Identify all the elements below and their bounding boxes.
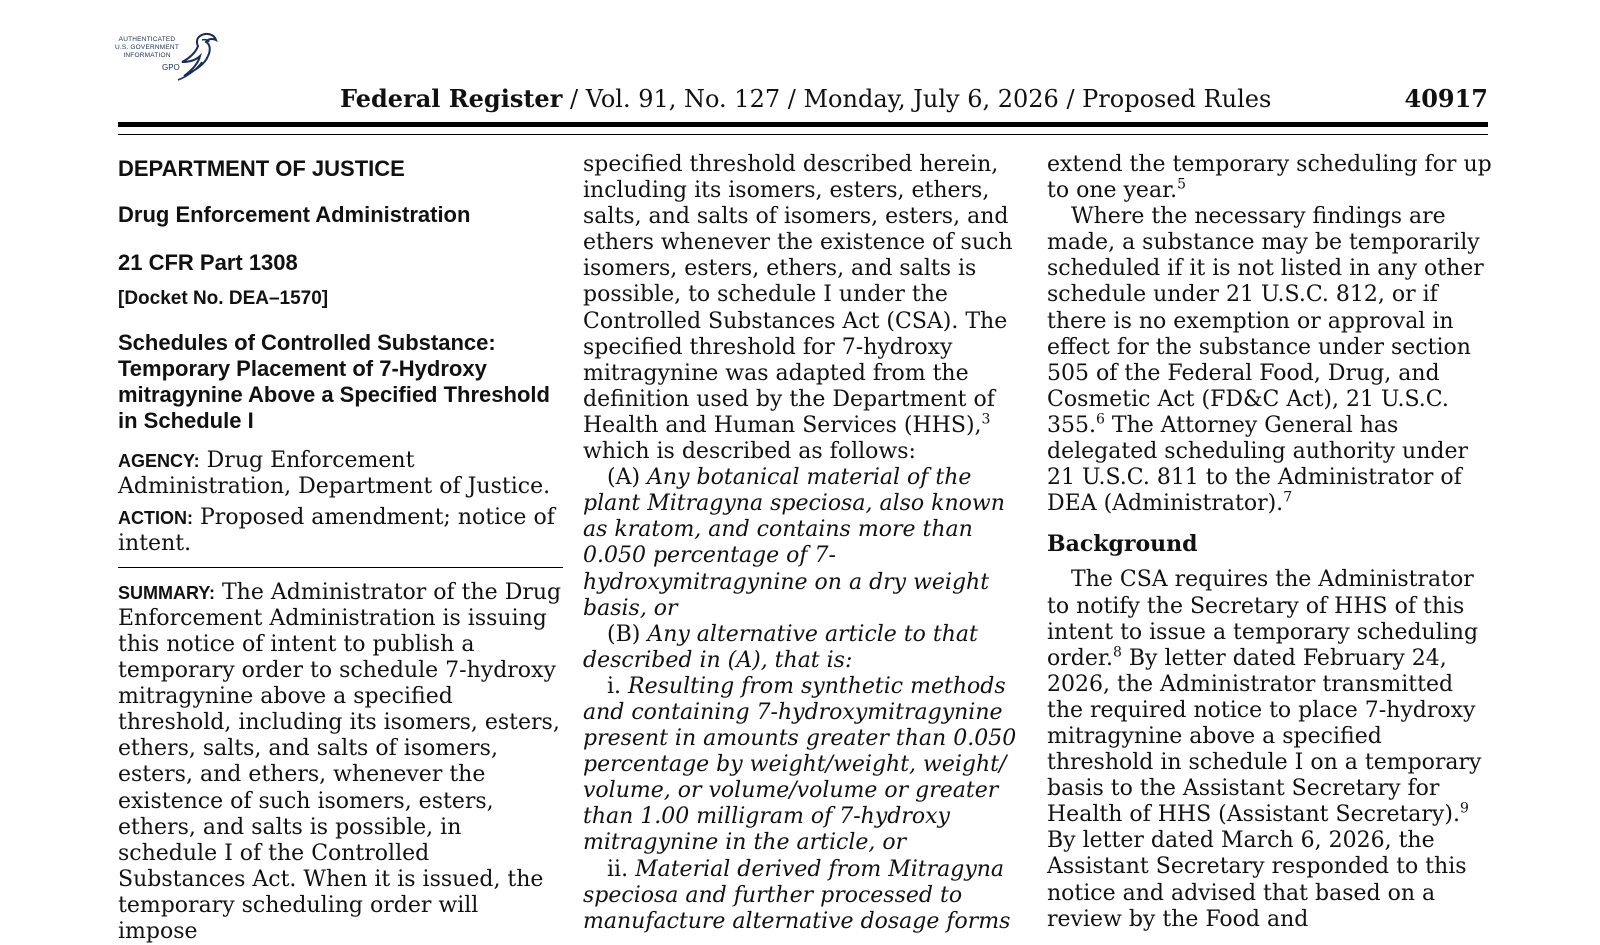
- definition-label: ii.: [607, 856, 636, 882]
- definition-b: [583, 622, 1028, 674]
- cfr-heading: 21 CFR Part 1308: [118, 250, 298, 276]
- rule-title: Schedules of Controlled Substance: Temporary Placement of 7-Hydroxy mitragynine Above a Specified Threshold in Schedule I: [118, 330, 550, 434]
- paragraph-text: specified threshold described herein, including its isomers, esters, ethers, salts, and salts of isomers, esters, and ethers whenever the existence of such isomers, esters, ethers, and salts is possible, to schedule I under the Controlled Substances Act (CSA). The specified threshold for 7-hydroxy mitragynine was adapted from the definition used by the Department of Health and Human Services (HHS),: [583, 152, 1013, 438]
- paragraph-threshold: [583, 152, 1028, 465]
- footnote-ref: 6: [1095, 411, 1105, 428]
- separator: /: [569, 85, 586, 113]
- definition-text: Resulting from synthetic methods and containing 7-hydroxymitragynine present in amounts greater than 0.050 percentage by weight/weight, weight/ volume, or volume/volume or greater than 1.00 milligram of 7-hydroxy mitragynine in the article, or: [583, 673, 1017, 856]
- paragraph-text: extend the temporary scheduling for up to one year.: [1047, 152, 1492, 204]
- paragraph-extend: [1047, 152, 1492, 204]
- column-2: [583, 152, 1028, 935]
- department-heading: DEPARTMENT OF JUSTICE: [118, 156, 405, 181]
- logo-line-3: INFORMATION: [123, 52, 171, 59]
- footnote-ref: 9: [1459, 800, 1469, 817]
- paragraph-text: By letter dated February 24, 2026, the Administrator transmitted the required notice to place 7-hydroxy mitragynine above a specified threshold in schedule I on a temporary basis to the Assistant Secretary for Health of HHS (Assistant Secretary).: [1047, 645, 1482, 828]
- agency-label: AGENCY:: [118, 451, 200, 472]
- paragraph-text: The Attorney General has delegated scheduling authority under 21 U.S.C. 811 to the Administrator of DEA (Administrator).: [1047, 412, 1468, 517]
- paragraph-text: By letter dated March 6, 2026, the Assistant Secretary responded to this notice and advised that based on a review by the Food and: [1047, 828, 1467, 932]
- masthead: [340, 84, 1271, 113]
- docket-number: [Docket No. DEA–1570]: [118, 288, 329, 310]
- agency-text: Drug Enforcement Administration, Department of Justice.: [118, 448, 551, 500]
- definition-label: (A): [607, 465, 648, 491]
- definition-text: Any alternative article to that described in (A), that is:: [583, 621, 978, 673]
- footnote-ref: 5: [1177, 176, 1187, 193]
- summary-label: SUMMARY:: [118, 582, 215, 603]
- definition-text: Material derived from Mitragyna speciosa and further processed to manufacture alternative dosage forms: [583, 856, 1011, 934]
- publication-name: Federal Register: [340, 84, 563, 113]
- separator: /: [1066, 85, 1083, 113]
- footnote-ref: 3: [981, 411, 991, 428]
- background-heading: Background: [1047, 531, 1198, 558]
- paragraph-findings: [1047, 204, 1492, 517]
- paragraph-text: Where the necessary findings are made, a substance may be temporarily scheduled if it is not listed in any other schedule under 21 U.S.C. 812, or if there is no exemption or approval in effect for the substance under section 505 of the Federal Food, Drug, and Cosmetic Act (FD&C Act), 21 U.S.C. 355.: [1047, 204, 1484, 438]
- logo-line-2: U.S. GOVERNMENT: [114, 44, 180, 51]
- paragraph-background: [1047, 567, 1492, 932]
- agency-paragraph: [118, 448, 563, 500]
- footnote-ref: 7: [1283, 489, 1293, 506]
- column-1: [118, 152, 563, 945]
- running-header: [118, 84, 1488, 118]
- eagle-icon: [170, 30, 220, 86]
- header-rule-thin: [118, 134, 1488, 135]
- paragraph-text: The CSA requires the Administrator to notify the Secretary of HHS of this intent to issue a temporary scheduling order.: [1047, 567, 1479, 671]
- definition-label: i.: [607, 673, 629, 699]
- paragraph-text: which is described as follows:: [583, 439, 916, 465]
- issue-info: Vol. 91, No. 127: [585, 85, 781, 113]
- page-number: 40917: [1404, 84, 1488, 113]
- column-3: [1047, 152, 1492, 933]
- footnote-ref: 8: [1112, 644, 1122, 661]
- logo-line-1: AUTHENTICATED: [118, 36, 176, 43]
- issue-date: Monday, July 6, 2026: [803, 85, 1059, 113]
- definition-text: Any botanical material of the plant Mitragyna speciosa, also known as kratom, and contains more than 0.050 percentage of 7-hydroxymitragynine on a dry weight basis, or: [583, 465, 1005, 621]
- definition-a: [583, 465, 1028, 622]
- action-text: Proposed amendment; notice of intent.: [118, 504, 555, 556]
- section-divider: [118, 567, 563, 568]
- definition-b-i: [583, 674, 1028, 857]
- definition-label: (B): [607, 621, 648, 647]
- summary-paragraph: [118, 580, 563, 945]
- action-label: ACTION:: [118, 507, 193, 528]
- separator: /: [787, 85, 804, 113]
- header-rule-thick: [118, 122, 1488, 127]
- agency-heading: Drug Enforcement Administration: [118, 202, 471, 228]
- gpo-authentication-logo: [110, 30, 220, 86]
- action-paragraph: [118, 505, 563, 557]
- issue-section: Proposed Rules: [1082, 85, 1272, 113]
- summary-text: The Administrator of the Drug Enforcement Administration is issuing this notice of intent to publish a temporary order to schedule 7-hydroxy mitragynine above a specified threshold, including its isomers, esters, ethers, salts, and salts of isomers, esters, and ethers, whenever the existence of such isomers, esters, ethers, and salts is possible, in schedule I of the Controlled Substances Act. When it is issued, the temporary scheduling order will impose: [118, 579, 562, 944]
- logo-gpo: GPO: [162, 63, 180, 72]
- definition-b-ii: [583, 857, 1028, 935]
